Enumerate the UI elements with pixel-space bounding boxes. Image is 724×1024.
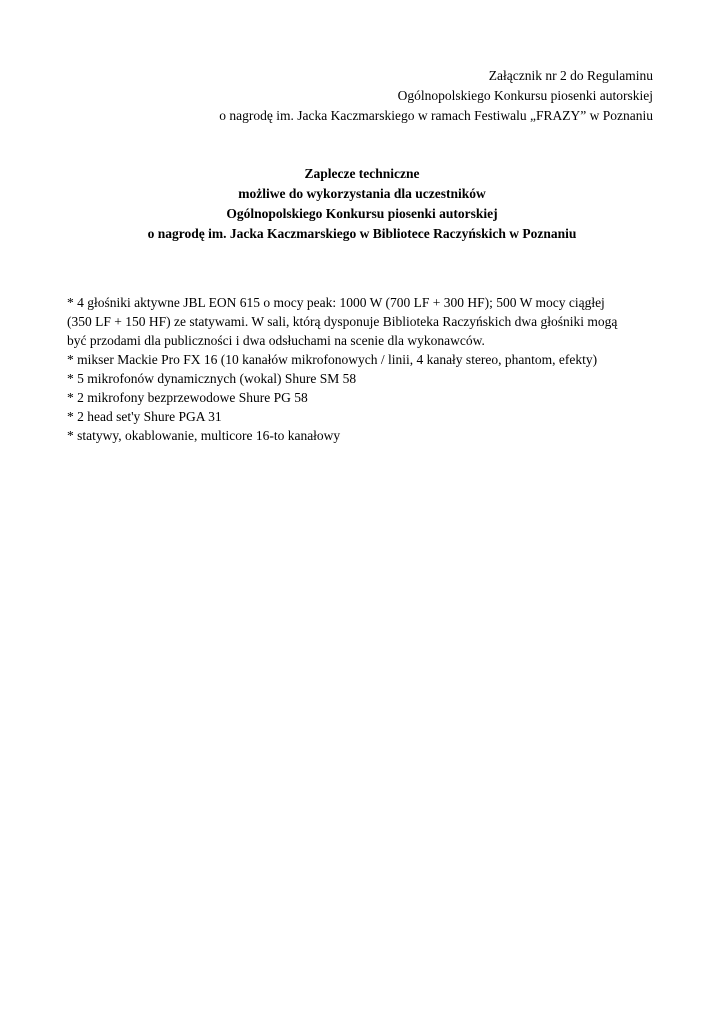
title-line-3: Ogólnopolskiego Konkursu piosenki autorskiej bbox=[226, 206, 498, 221]
equipment-stands-cabling: * statywy, okablowanie, multicore 16-to kanałowy bbox=[67, 428, 341, 443]
equipment-dynamic-mics: * 5 mikrofonów dynamicznych (wokal) Shure SM 58 bbox=[67, 371, 357, 386]
attachment-header bbox=[219, 66, 653, 126]
title-line-2: możliwe do wykorzystania dla uczestników bbox=[238, 186, 486, 201]
header-line-award-festival: o nagrodę im. Jacka Kaczmarskiego w ramach Festiwalu „FRAZY” w Poznaniu bbox=[219, 108, 653, 123]
equipment-speakers-line-2: (350 LF + 150 HF) ze statywami. W sali, którą dysponuje Biblioteka Raczyńskich dwa głośniki mogą bbox=[67, 314, 618, 329]
document-title bbox=[0, 164, 724, 244]
equipment-list bbox=[67, 293, 657, 445]
equipment-speakers-line-3: być przodami dla publiczności i dwa odsłuchami na scenie dla wykonawców. bbox=[67, 333, 485, 348]
title-line-1: Zaplecze techniczne bbox=[304, 166, 420, 181]
equipment-wireless-mics: * 2 mikrofony bezprzewodowe Shure PG 58 bbox=[67, 390, 308, 405]
header-line-attachment-number: Załącznik nr 2 do Regulaminu bbox=[488, 68, 653, 83]
equipment-headsets: * 2 head set'y Shure PGA 31 bbox=[67, 409, 222, 424]
title-line-4: o nagrodę im. Jacka Kaczmarskiego w Bibliotece Raczyńskich w Poznaniu bbox=[147, 226, 577, 241]
header-line-contest-name: Ogólnopolskiego Konkursu piosenki autorskiej bbox=[397, 88, 653, 103]
equipment-mixer: * mikser Mackie Pro FX 16 (10 kanałów mikrofonowych / linii, 4 kanały stereo, phantom, efekty) bbox=[67, 352, 598, 367]
equipment-speakers-line-1: * 4 głośniki aktywne JBL EON 615 o mocy peak: 1000 W (700 LF + 300 HF); 500 W mocy ciągłej bbox=[67, 295, 605, 310]
